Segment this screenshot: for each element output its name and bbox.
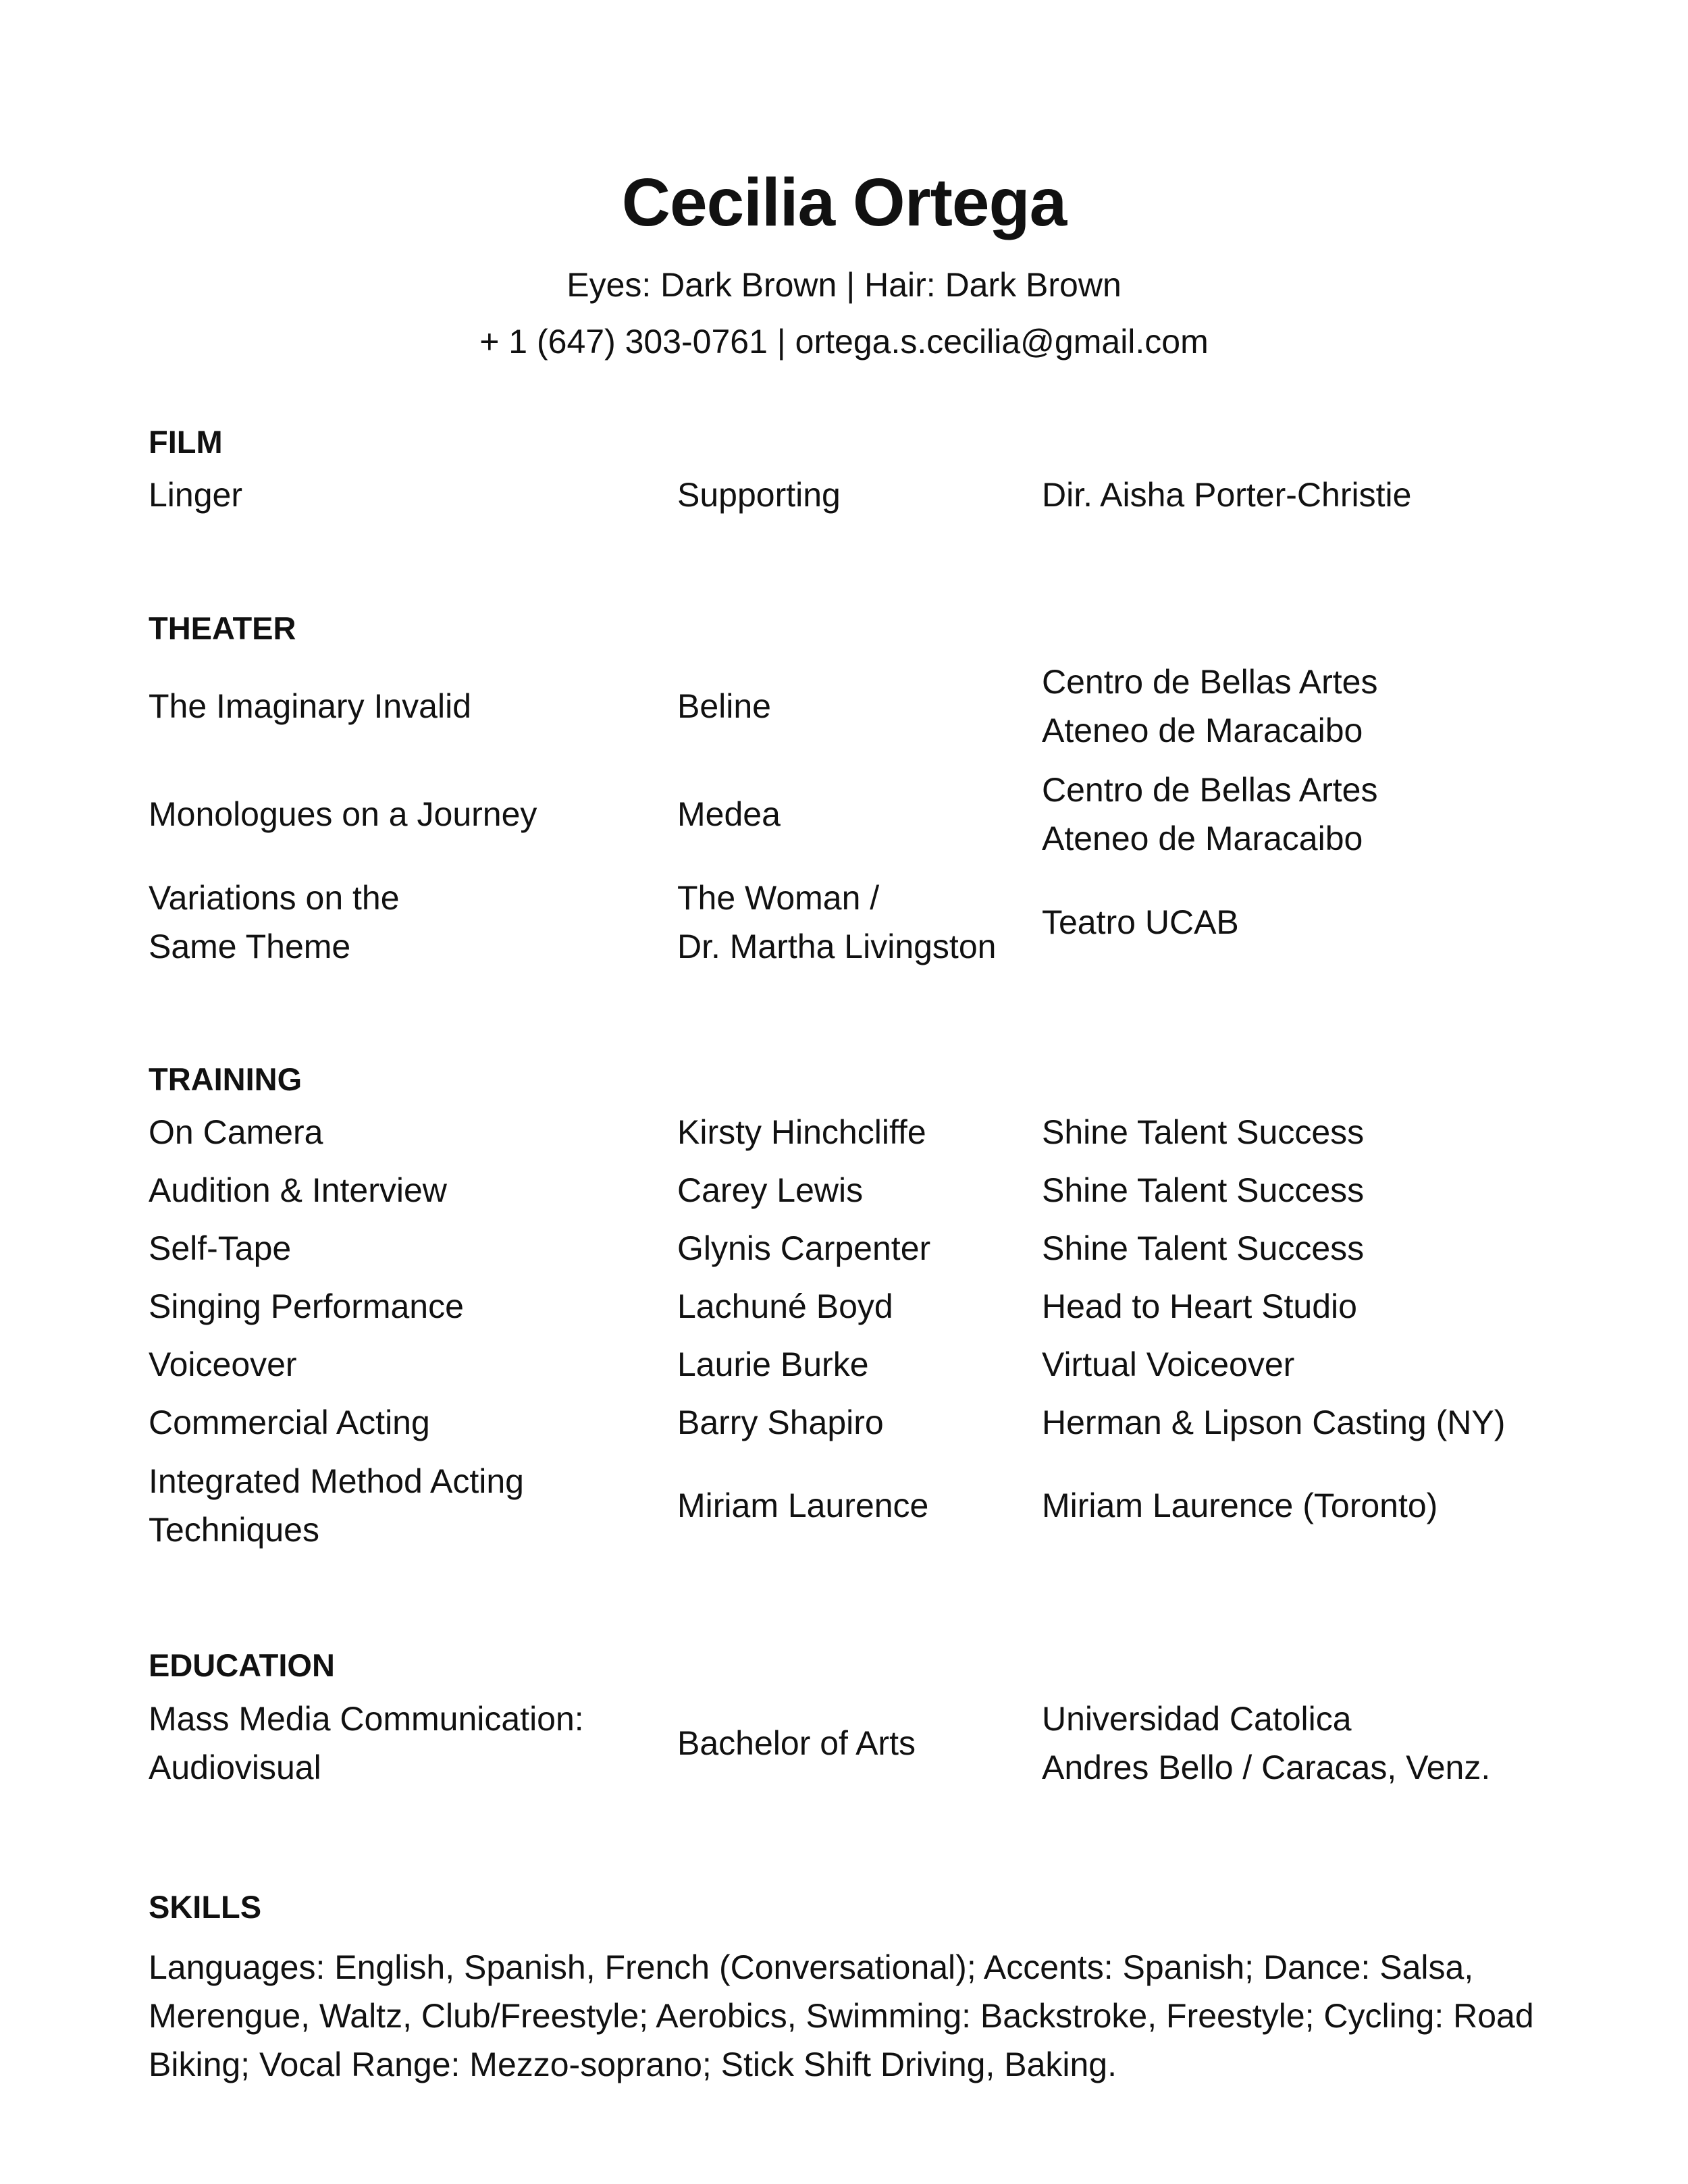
credit-role: Medea (677, 795, 781, 833)
training-course: On Camera (149, 1113, 323, 1151)
training-row (149, 1277, 1553, 1335)
training-row (149, 1219, 1553, 1277)
training-school: Herman & Lipson Casting (NY) (1042, 1404, 1506, 1441)
training-instructor: Laurie Burke (677, 1346, 869, 1383)
credit-role: Beline (677, 687, 771, 725)
theater-row (149, 868, 1553, 976)
training-row (149, 1335, 1553, 1393)
training-row (149, 1451, 1553, 1560)
training-school: Shine Talent Success (1042, 1113, 1365, 1151)
credit-project: The Imaginary Invalid (149, 687, 472, 725)
training-row (149, 1393, 1553, 1451)
training-school: Head to Heart Studio (1042, 1287, 1357, 1325)
physical-attributes: Eyes: Dark Brown | Hair: Dark Brown (566, 266, 1122, 304)
training-instructor: Barry Shapiro (677, 1404, 884, 1441)
education-degree: Bachelor of Arts (677, 1724, 916, 1762)
education-field: Mass Media Communication: Audiovisual (149, 1700, 584, 1786)
credit-venue: Centro de Bellas Artes Ateneo de Maracaibo (1042, 771, 1378, 857)
contact-info: + 1 (647) 303-0761 | ortega.s.cecilia@gmail.com (479, 323, 1209, 361)
credit-venue: Centro de Bellas Artes Ateneo de Maracaibo (1042, 663, 1378, 749)
training-course: Integrated Method Acting Techniques (149, 1462, 524, 1549)
training-school: Shine Talent Success (1042, 1171, 1365, 1209)
training-instructor: Carey Lewis (677, 1171, 864, 1209)
section-title-training: TRAINING (149, 1061, 302, 1097)
education-institution: Universidad Catolica Andres Bello / Caracas, Venz. (1042, 1700, 1491, 1786)
resume-name: Cecilia Ortega (621, 165, 1067, 240)
film-row (149, 466, 1553, 524)
credit-role: Supporting (677, 476, 841, 514)
credit-venue: Teatro UCAB (1042, 903, 1239, 941)
credit-project: Linger (149, 476, 242, 514)
training-instructor: Lachuné Boyd (677, 1287, 893, 1325)
skills-text: Languages: English, Spanish, French (Conversational); Accents: Spanish; Dance: Salsa, Merengue, Waltz, Club/Freestyle; Aerobics, Swimming: Backstroke, Freestyle; Cycling: Road Biking; Vocal Range: Mezzo-soprano; Stick Shift Driving, Baking. (149, 1948, 1534, 2083)
credit-project: Monologues on a Journey (149, 795, 537, 833)
section-title-skills: SKILLS (149, 1889, 262, 1925)
training-school: Shine Talent Success (1042, 1229, 1365, 1267)
education-row (149, 1689, 1553, 1797)
training-instructor: Glynis Carpenter (677, 1229, 931, 1267)
credit-venue: Dir. Aisha Porter-Christie (1042, 476, 1412, 514)
section-title-film: FILM (149, 424, 223, 460)
section-title-theater: THEATER (149, 610, 296, 646)
training-course: Commercial Acting (149, 1404, 430, 1441)
training-row (149, 1161, 1553, 1219)
training-course: Self-Tape (149, 1229, 292, 1267)
training-school: Virtual Voiceover (1042, 1346, 1295, 1383)
training-instructor: Miriam Laurence (677, 1487, 929, 1524)
resume-body (149, 419, 1553, 2089)
theater-row (149, 760, 1553, 868)
training-course: Audition & Interview (149, 1171, 447, 1209)
credit-project: Variations on the Same Theme (149, 879, 400, 965)
section-title-education: EDUCATION (149, 1647, 335, 1683)
training-course: Singing Performance (149, 1287, 464, 1325)
training-instructor: Kirsty Hinchcliffe (677, 1113, 926, 1151)
theater-row (149, 652, 1553, 760)
training-row (149, 1103, 1553, 1161)
training-school: Miriam Laurence (Toronto) (1042, 1487, 1438, 1524)
training-course: Voiceover (149, 1346, 297, 1383)
credit-role: The Woman / Dr. Martha Livingston (677, 879, 997, 965)
